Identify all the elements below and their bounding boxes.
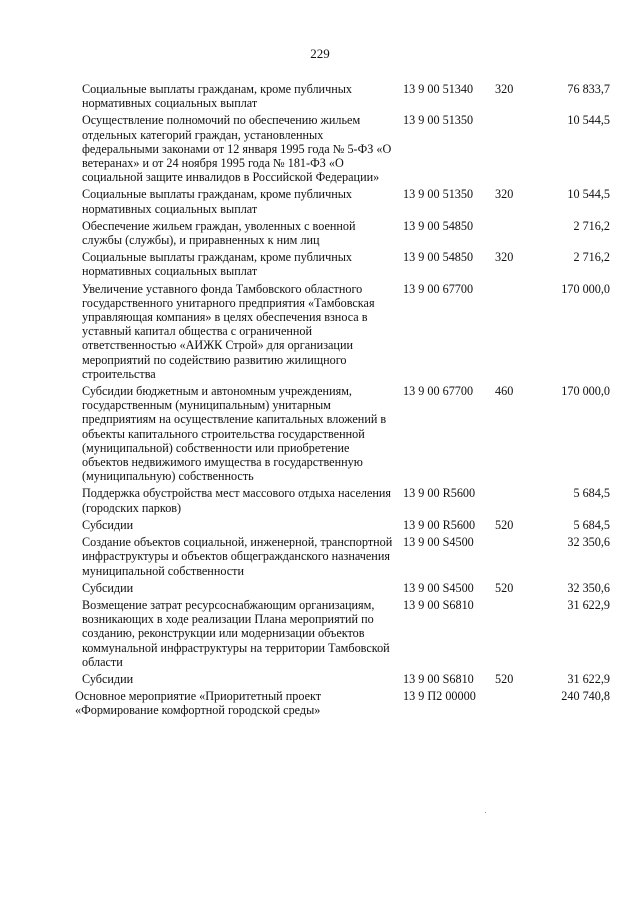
table-row: [75, 250, 610, 281]
row-target-code: 13 9 00 54850: [403, 218, 474, 233]
row-target-code: 13 9 П2 00000: [403, 689, 476, 704]
row-target-code: 13 9 00 S6810: [403, 671, 474, 686]
row-amount: 32 350,6: [567, 580, 610, 595]
row-name: Основное мероприятие «Приоритетный проект «Формирование комфортной городской среды»: [75, 689, 322, 718]
row-amount: 76 833,7: [567, 82, 610, 96]
row-expense-type: 520: [495, 671, 514, 686]
row-expense-type: [495, 689, 535, 720]
row-amount: 5 684,5: [573, 486, 610, 501]
row-name: Субсидии: [82, 580, 134, 595]
row-expense-type: 460: [495, 384, 514, 399]
budget-table: [75, 82, 610, 721]
row-target-code: 13 9 00 67700: [403, 281, 474, 296]
row-expense-type: [495, 486, 535, 517]
row-expense-type: 520: [495, 580, 514, 595]
table-row: [75, 384, 610, 486]
row-expense-type: [495, 598, 535, 672]
row-target-code: 13 9 00 51340: [403, 82, 474, 96]
row-target-code: 13 9 00 R5600: [403, 486, 476, 501]
table-row: [75, 535, 610, 581]
row-amount: 5 684,5: [573, 517, 610, 532]
table-row: [75, 282, 610, 384]
row-target-code: 13 9 00 R5600: [403, 517, 476, 532]
row-name: Возмещение затрат ресурсоснабжающим организациям, возникающих в ходе реализации Плана мероприятий по созданию, реконструкции или модернизации объектов коммунальной инфраструктуры на территории Тамбовской области: [82, 597, 390, 669]
table-row: [75, 486, 610, 517]
row-amount: 2 716,2: [573, 250, 610, 265]
row-amount: 31 622,9: [567, 671, 610, 686]
table-row: [75, 581, 610, 598]
row-amount: 170 000,0: [561, 281, 610, 296]
row-name: Обеспечение жильем граждан, уволенных с военной службы (службы), и приравненных к ним лиц: [82, 218, 356, 248]
row-target-code: 13 9 00 54850: [403, 250, 474, 265]
row-expense-type: 320: [495, 250, 514, 265]
row-expense-type: [495, 219, 535, 250]
row-target-code: 13 9 00 51350: [403, 113, 474, 128]
row-amount: 240 740,8: [561, 689, 610, 704]
row-amount: 170 000,0: [561, 384, 610, 399]
row-amount: 31 622,9: [567, 597, 610, 612]
row-expense-type: 320: [495, 187, 514, 202]
row-name: Социальные выплаты гражданам, кроме публичных нормативных социальных выплат: [82, 250, 352, 279]
row-name: Социальные выплаты гражданам, кроме публичных нормативных социальных выплат: [82, 82, 352, 111]
row-amount: 10 544,5: [567, 187, 610, 202]
row-target-code: 13 9 00 S4500: [403, 535, 474, 550]
row-amount: 32 350,6: [567, 535, 610, 550]
scan-speck: [485, 812, 486, 813]
row-name: Осуществление полномочий по обеспечению жильем отдельных категорий граждан, установленных федеральными законами от 12 января 1995 года № 5-ФЗ «О ветеранах» и от 24 ноября 1995 года № 181-ФЗ «О социальной защите инвалидов в Российской Федерации»: [82, 113, 392, 185]
page-number: 229: [310, 46, 330, 61]
table-row: [75, 689, 610, 720]
row-target-code: 13 9 00 67700: [403, 384, 474, 399]
row-target-code: 13 9 00 S4500: [403, 580, 474, 595]
row-expense-type: [495, 535, 535, 581]
table-row: [75, 82, 610, 113]
table-row: [75, 113, 610, 187]
row-name: Субсидии: [82, 671, 134, 686]
table-row: [75, 598, 610, 672]
table-row: [75, 219, 610, 250]
row-name: Субсидии бюджетным и автономным учреждениям, государственным (муниципальным) унитарным предприятиям на осуществление капитальных вложений в объекты капитального строительства государственной (муниципальной) собственности или приобретение объектов недвижимого имущества в государственную (муниципальную) собственность: [82, 384, 387, 484]
row-target-code: 13 9 00 S6810: [403, 597, 474, 612]
row-amount: 10 544,5: [567, 113, 610, 128]
table-row: [75, 672, 610, 689]
row-expense-type: [495, 282, 535, 384]
row-name: Субсидии: [82, 517, 134, 532]
table-row: [75, 518, 610, 535]
row-name: Создание объектов социальной, инженерной, транспортной инфраструктуры и объектов общегражданского назначения муниципальной собственности: [82, 535, 393, 578]
row-amount: 2 716,2: [573, 218, 610, 233]
row-expense-type: 520: [495, 517, 514, 532]
row-target-code: 13 9 00 51350: [403, 187, 474, 202]
table-row: [75, 187, 610, 218]
row-expense-type: 320: [495, 82, 514, 96]
row-name: Социальные выплаты гражданам, кроме публичных нормативных социальных выплат: [82, 187, 352, 216]
row-expense-type: [495, 113, 535, 187]
row-name: Поддержка обустройства мест массового отдыха населения (городских парков): [82, 486, 392, 515]
row-name: Увеличение уставного фонда Тамбовского областного государственного унитарного предприятия «Тамбовская управляющая компания» в целях обеспечения взноса в уставный капитал общества с ограниченной ответственностью «АИЖК Строй» для организации мероприятий по содействию развитию жилищного строительства: [82, 281, 375, 381]
